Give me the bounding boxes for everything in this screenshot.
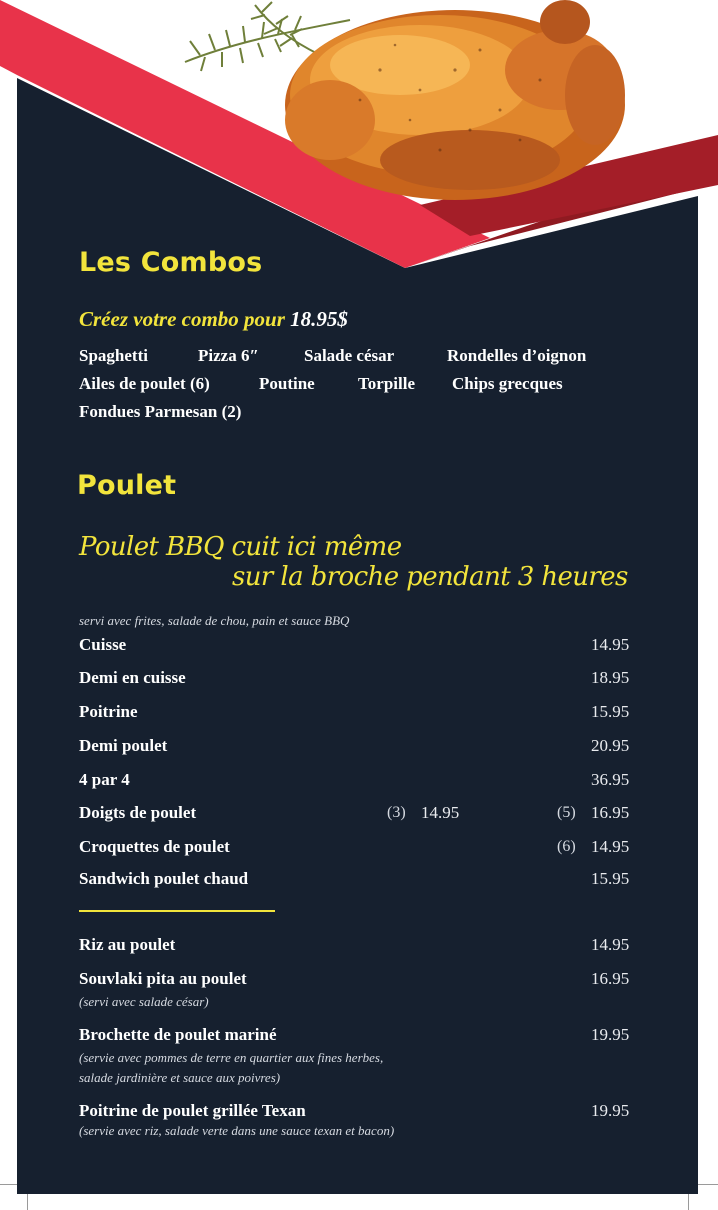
menu-item-name: Sandwich poulet chaud [79,869,249,888]
menu-item-price: 36.95 [591,770,630,789]
combo-option: Fondues Parmesan (2) [79,402,242,421]
menu-item-quantity: (6) [557,838,576,855]
menu-item-name: Riz au poulet [79,935,176,954]
menu-item-note: salade jardinière et sauce aux poivres) [79,1070,281,1085]
menu-item-price: 14.95 [421,803,460,822]
crop-mark-left-v [27,1194,28,1210]
combo-option: Pizza 6″ [198,346,259,365]
menu-item-name: Cuisse [79,635,127,654]
combo-price: 18.95$ [290,307,348,331]
menu-item-price: 14.95 [591,935,630,954]
menu-item-price: 18.95 [591,668,630,687]
poulet-title: Poulet [77,470,177,501]
menu-item-price: 19.95 [591,1101,630,1120]
crop-mark-right-v [688,1194,689,1210]
menu-item-note: (servi avec salade césar) [79,994,209,1009]
combo-option: Poutine [259,374,315,393]
menu-item-name: 4 par 4 [79,770,130,789]
combo-row-2 [0,374,718,398]
combos-title: Les Combos [79,247,263,278]
menu-item-quantity: (3) [387,804,406,821]
combo-option: Salade césar [304,346,395,365]
combo-row-1 [0,346,718,370]
menu-item-note: (servie avec riz, salade verte dans une sauce texan et bacon) [79,1123,395,1138]
menu-item-price: 16.95 [591,969,630,988]
menu-item-price: 14.95 [591,837,630,856]
serving-note: servi avec frites, salade de chou, pain et sauce BBQ [79,613,350,628]
combo-option: Ailes de poulet (6) [79,374,210,393]
menu-item-name: Poitrine [79,702,138,721]
menu-item-name: Brochette de poulet mariné [79,1025,277,1044]
menu-item-price: 19.95 [591,1025,630,1044]
menu-item-quantity: (5) [557,804,576,821]
combo-tagline [79,307,348,332]
combo-option: Rondelles d’oignon [447,346,587,365]
combo-tagline-text: Créez votre combo pour [79,307,291,331]
header-artwork [0,0,718,280]
menu-item-note: (servie avec pommes de terre en quartier aux fines herbes, [79,1050,384,1065]
menu-item-price: 14.95 [591,635,630,654]
crop-mark-left-h [0,1184,17,1185]
menu-item-price: 16.95 [591,803,630,822]
menu-item-price: 15.95 [591,702,630,721]
bbq-script-line-2: sur la broche pendant 3 heures [232,562,628,592]
combo-option: Torpille [358,374,415,393]
menu-item-name: Poitrine de poulet grillée Texan [79,1101,306,1120]
bbq-script-line-1: Poulet BBQ cuit ici même [79,532,402,562]
combo-option: Spaghetti [79,346,148,365]
menu-item-price: 15.95 [591,869,630,888]
combo-row-3 [0,402,718,426]
crop-mark-right-h [698,1184,718,1185]
combo-option: Chips grecques [452,374,563,393]
menu-item-name: Croquettes de poulet [79,837,230,856]
section-divider [79,910,275,912]
menu-item-name: Doigts de poulet [79,803,197,822]
menu-item-price: 20.95 [591,736,630,755]
menu-item-name: Souvlaki pita au poulet [79,969,247,988]
menu-item-name: Demi poulet [79,736,168,755]
menu-item-name: Demi en cuisse [79,668,186,687]
